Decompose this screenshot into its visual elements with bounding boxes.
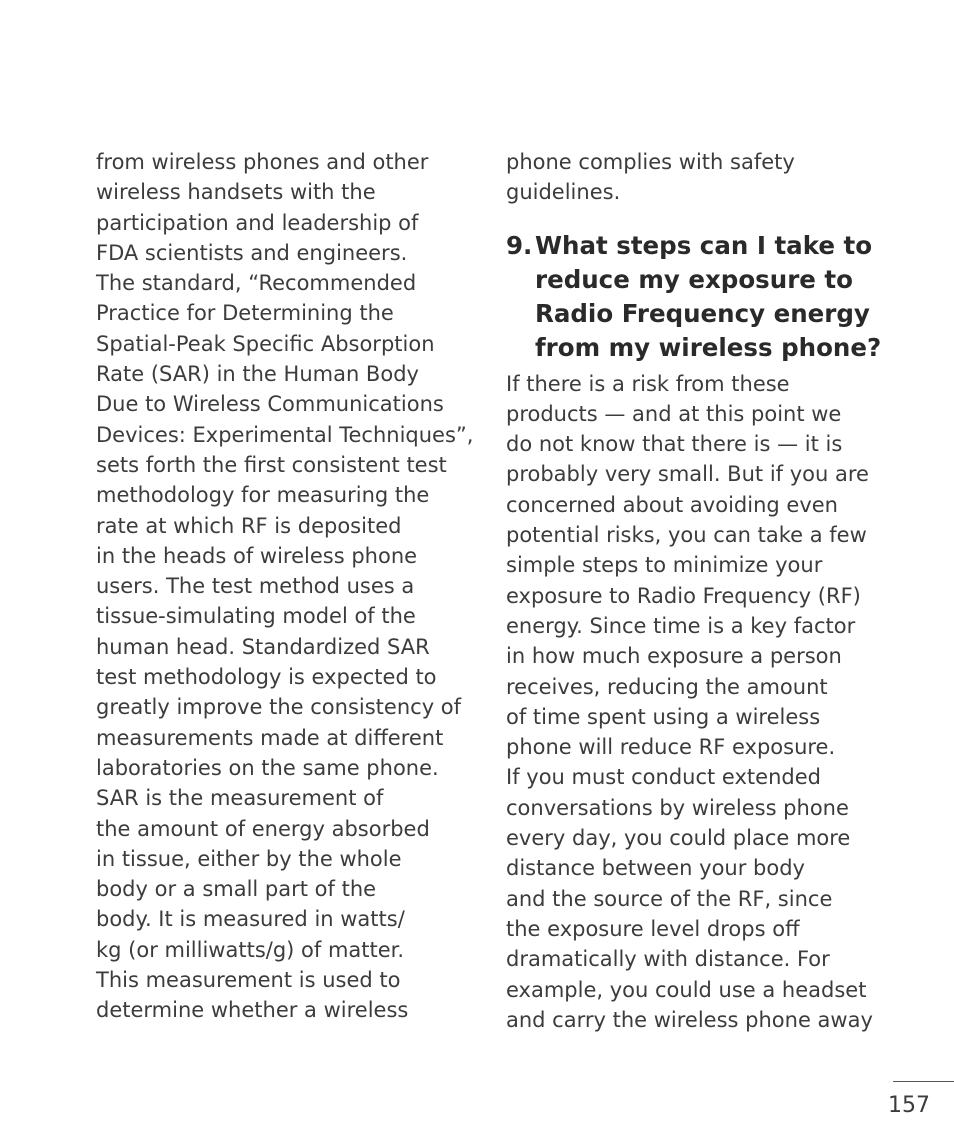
body-line: tissue-simulating model of the bbox=[96, 604, 416, 629]
body-line: test methodology is expected to bbox=[96, 665, 437, 690]
body-line: body. It is measured in watts/ bbox=[96, 907, 405, 932]
right-column bbox=[506, 147, 891, 1035]
body-line: Spatial-Peak Specific Absorption bbox=[96, 331, 435, 356]
body-line: rate at which RF is deposited bbox=[96, 513, 402, 538]
body-line: guidelines. bbox=[506, 180, 621, 205]
body-line: example, you could use a headset bbox=[506, 977, 867, 1002]
body-line: distance between your body bbox=[506, 856, 805, 881]
body-line: Due to Wireless Communications bbox=[96, 392, 444, 417]
body-line: wireless handsets with the bbox=[96, 180, 376, 205]
body-line: and the source of the RF, since bbox=[506, 886, 833, 911]
body-line: potential risks, you can take a few bbox=[506, 523, 867, 548]
body-line: Devices: Experimental Techniques”, bbox=[96, 422, 474, 447]
body-line: and carry the wireless phone away bbox=[506, 1007, 873, 1032]
body-line: in the heads of wireless phone bbox=[96, 543, 418, 568]
body-line: receives, reducing the amount bbox=[506, 674, 828, 699]
body-line: kg (or milliwatts/g) of matter. bbox=[96, 937, 405, 962]
body-line: determine whether a wireless bbox=[96, 998, 409, 1023]
footer-divider bbox=[893, 1081, 954, 1082]
body-line: sets forth the first consistent test bbox=[96, 452, 447, 477]
body-line: If you must conduct extended bbox=[506, 765, 821, 790]
heading-line: from my wireless phone? bbox=[535, 332, 882, 362]
body-line: human head. Standardized SAR bbox=[96, 634, 430, 659]
body-line: simple steps to minimize your bbox=[506, 553, 823, 578]
body-line: in how much exposure a person bbox=[506, 644, 842, 669]
body-line: Rate (SAR) in the Human Body bbox=[96, 362, 419, 387]
body-line: the amount of energy absorbed bbox=[96, 816, 430, 841]
body-line: of time spent using a wireless bbox=[506, 704, 821, 729]
left-column bbox=[96, 147, 481, 1026]
heading-line: Radio Frequency energy bbox=[535, 298, 870, 328]
body-line: laboratories on the same phone. bbox=[96, 755, 439, 780]
body-line: methodology for measuring the bbox=[96, 483, 430, 508]
body-line: The standard, “Recommended bbox=[96, 271, 417, 296]
body-line: FDA scientists and engineers. bbox=[96, 240, 408, 265]
body-line: the exposure level drops off bbox=[506, 916, 800, 941]
section-number: 9. bbox=[506, 230, 533, 260]
body-line: users. The test method uses a bbox=[96, 574, 415, 599]
body-line: from wireless phones and other bbox=[96, 150, 429, 174]
heading-line: What steps can I take to bbox=[535, 230, 873, 260]
body-line: Practice for Determining the bbox=[96, 301, 394, 326]
body-line: This measurement is used to bbox=[96, 968, 401, 993]
body-line: dramatically with distance. For bbox=[506, 947, 830, 972]
body-line: every day, you could place more bbox=[506, 826, 851, 851]
body-line: products — and at this point we bbox=[506, 401, 842, 426]
body-line: energy. Since time is a key factor bbox=[506, 613, 856, 638]
body-line: concerned about avoiding even bbox=[506, 492, 838, 517]
body-line: exposure to Radio Frequency (RF) bbox=[506, 583, 861, 608]
body-line: measurements made at different bbox=[96, 725, 444, 750]
heading-line: reduce my exposure to bbox=[535, 264, 853, 294]
body-line: SAR is the measurement of bbox=[96, 786, 384, 811]
body-line: If there is a risk from these bbox=[506, 371, 790, 396]
body-line: do not know that there is — it is bbox=[506, 432, 843, 457]
body-line: in tissue, either by the whole bbox=[96, 846, 402, 871]
body-line: participation and leadership of bbox=[96, 210, 419, 235]
body-line: body or a small part of the bbox=[96, 877, 377, 902]
section-heading bbox=[506, 229, 891, 365]
page-number: 157 bbox=[888, 1093, 930, 1118]
body-line: phone complies with safety bbox=[506, 150, 795, 174]
body-line: phone will reduce RF exposure. bbox=[506, 735, 836, 760]
body-line: greatly improve the consistency of bbox=[96, 695, 462, 720]
body-line: conversations by wireless phone bbox=[506, 795, 849, 820]
body-line: probably very small. But if you are bbox=[506, 462, 869, 487]
